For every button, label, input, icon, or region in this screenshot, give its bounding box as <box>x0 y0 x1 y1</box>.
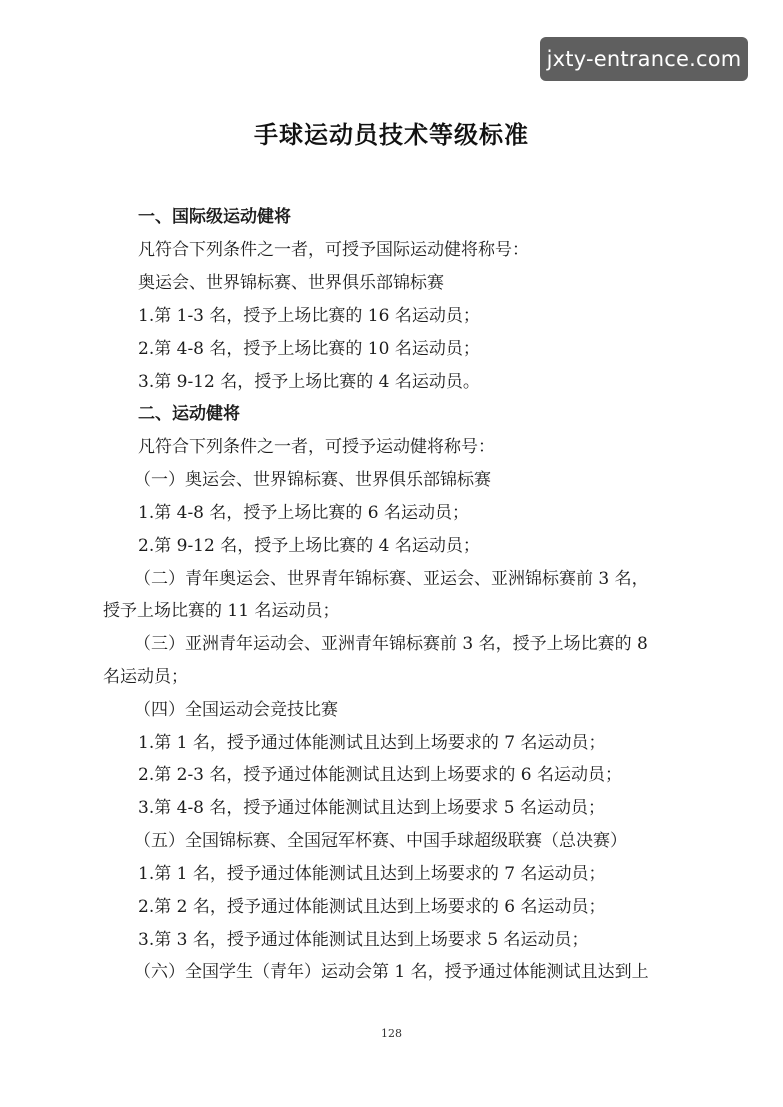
list-item: 1.第 1 名，授予通过体能测试且达到上场要求的 7 名运动员； <box>138 733 606 753</box>
subsection-heading: （五）全国锦标赛、全国冠军杯赛、中国手球超级联赛（总决赛） <box>134 831 627 851</box>
body-line: 凡符合下列条件之一者，可授予国际运动健将称号： <box>138 240 529 260</box>
section-heading-master: 二、运动健将 <box>138 404 240 424</box>
list-item: 1.第 1-3 名，授予上场比赛的 16 名运动员； <box>138 306 480 326</box>
watermark-label: jxty-entrance.com <box>540 37 748 81</box>
subsection-heading: （六）全国学生（青年）运动会第 1 名，授予通过体能测试且达到上 <box>134 962 649 982</box>
list-item: 1.第 1 名，授予通过体能测试且达到上场要求的 7 名运动员； <box>138 864 606 884</box>
list-item: 2.第 4-8 名，授予上场比赛的 10 名运动员； <box>138 339 480 359</box>
list-item: 3.第 3 名，授予通过体能测试且达到上场要求 5 名运动员； <box>138 930 589 950</box>
list-item: 1.第 4-8 名，授予上场比赛的 6 名运动员； <box>138 503 470 523</box>
body-line: 名运动员； <box>103 667 188 687</box>
subsection-heading: （三）亚洲青年运动会、亚洲青年锦标赛前 3 名，授予上场比赛的 8 <box>134 634 648 654</box>
list-item: 3.第 4-8 名，授予通过体能测试且达到上场要求 5 名运动员； <box>138 798 606 818</box>
document-title: 手球运动员技术等级标准 <box>254 120 529 149</box>
list-item: 3.第 9-12 名，授予上场比赛的 4 名运动员。 <box>138 372 480 392</box>
body-line: 奥运会、世界锦标赛、世界俱乐部锦标赛 <box>138 273 444 293</box>
subsection-heading: （一）奥运会、世界锦标赛、世界俱乐部锦标赛 <box>134 470 491 490</box>
list-item: 2.第 2 名，授予通过体能测试且达到上场要求的 6 名运动员； <box>138 897 606 917</box>
subsection-heading: （二）青年奥运会、世界青年锦标赛、亚运会、亚洲锦标赛前 3 名， <box>134 569 649 589</box>
list-item: 2.第 9-12 名，授予上场比赛的 4 名运动员； <box>138 536 480 556</box>
page-number: 128 <box>381 1027 402 1040</box>
subsection-heading: （四）全国运动会竞技比赛 <box>134 700 338 720</box>
body-line: 授予上场比赛的 11 名运动员； <box>103 601 340 621</box>
section-heading-international-master: 一、国际级运动健将 <box>138 207 291 227</box>
body-line: 凡符合下列条件之一者，可授予运动健将称号： <box>138 437 495 457</box>
list-item: 2.第 2-3 名，授予通过体能测试且达到上场要求的 6 名运动员； <box>138 765 623 785</box>
